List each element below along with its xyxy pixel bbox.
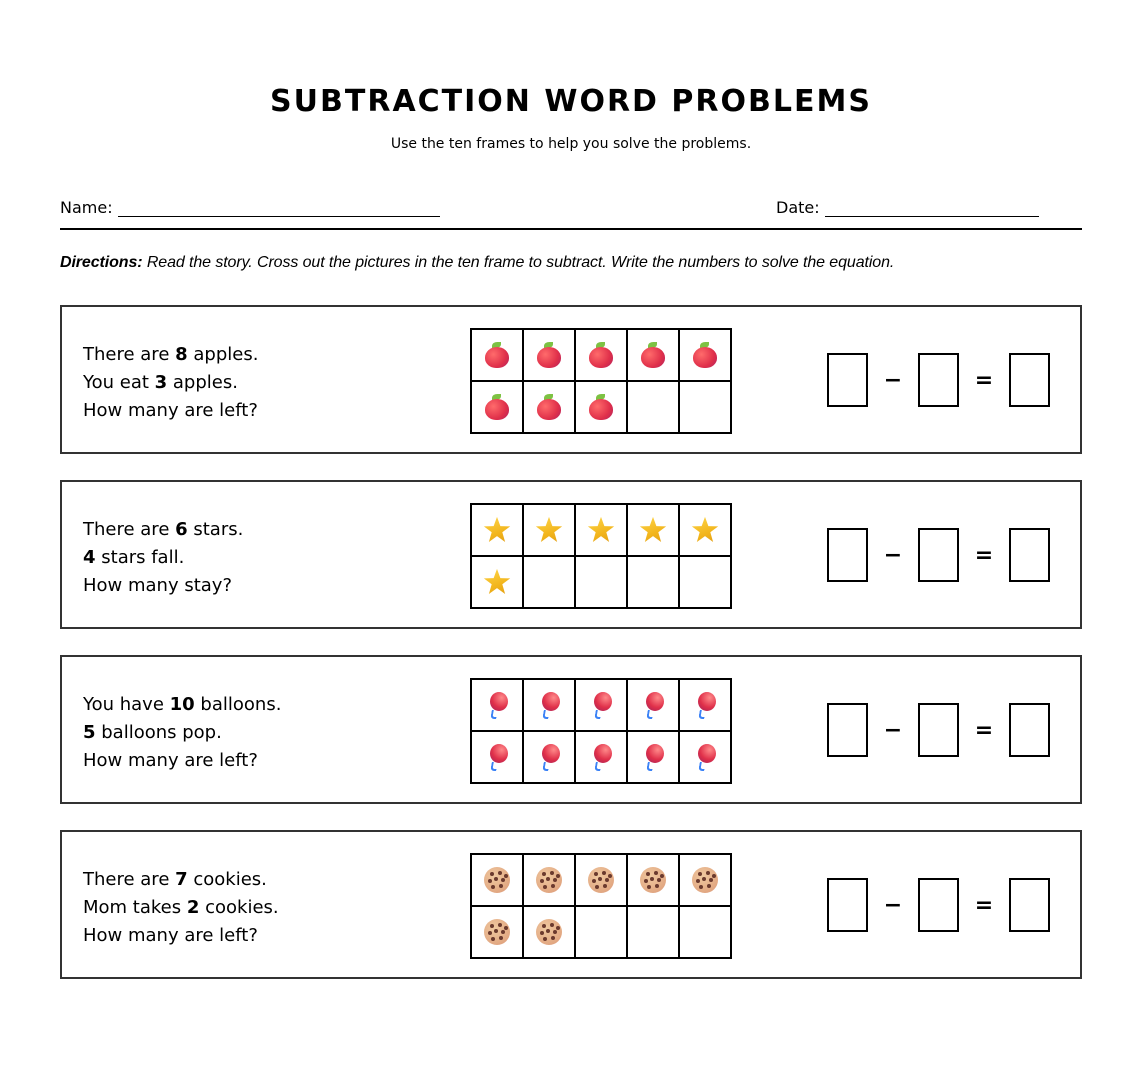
apple-icon[interactable] (586, 340, 616, 370)
star-icon[interactable] (690, 515, 720, 545)
ten-frame (470, 678, 732, 784)
cookie-icon[interactable] (690, 865, 720, 895)
star-icon[interactable] (482, 567, 512, 597)
balloon-icon[interactable] (482, 690, 512, 720)
equation (827, 353, 1050, 407)
minus-sign: − (883, 717, 903, 743)
ten-frame (470, 853, 732, 959)
ten-frame (470, 503, 732, 609)
ten-frame-cell[interactable] (472, 380, 524, 432)
story-line-3: How many are left? (83, 750, 258, 771)
ten-frame-cell[interactable] (524, 730, 576, 782)
story-line-2: 5 balloons pop. (83, 722, 222, 743)
equals-sign: = (974, 542, 994, 568)
story-text (83, 691, 281, 775)
ten-frame (470, 328, 732, 434)
story-line-1: There are 7 cookies. (83, 869, 267, 890)
ten-frame-cell[interactable] (680, 678, 732, 730)
ten-frame-cell[interactable] (524, 328, 576, 380)
answer-box-subtrahend[interactable] (918, 528, 959, 582)
ten-frame-cell[interactable] (524, 678, 576, 730)
ten-frame-cell[interactable] (472, 678, 524, 730)
balloon-icon[interactable] (690, 690, 720, 720)
balloon-icon[interactable] (690, 742, 720, 772)
star-icon[interactable] (586, 515, 616, 545)
ten-frame-cell[interactable] (576, 503, 628, 555)
story-text (83, 516, 243, 600)
ten-frame-cell[interactable] (472, 555, 524, 607)
balloon-icon[interactable] (482, 742, 512, 772)
answer-box-subtrahend[interactable] (918, 353, 959, 407)
minus-sign: − (883, 892, 903, 918)
ten-frame-cell[interactable] (576, 380, 628, 432)
ten-frame-cell[interactable] (628, 905, 680, 957)
apple-icon[interactable] (638, 340, 668, 370)
answer-box-difference[interactable] (1009, 878, 1050, 932)
story-line-2: 4 stars fall. (83, 547, 185, 568)
header-divider (60, 228, 1082, 230)
answer-box-minuend[interactable] (827, 353, 868, 407)
balloon-icon[interactable] (534, 690, 564, 720)
date-blank-line[interactable] (825, 203, 1039, 217)
story-line-3: How many are left? (83, 925, 258, 946)
balloon-icon[interactable] (638, 742, 668, 772)
ten-frame-cell[interactable] (680, 380, 732, 432)
ten-frame-cell[interactable] (680, 905, 732, 957)
story-line-1: You have 10 balloons. (83, 694, 282, 715)
apple-icon[interactable] (534, 392, 564, 422)
ten-frame-cell[interactable] (628, 730, 680, 782)
story-text (83, 341, 258, 425)
balloon-icon[interactable] (638, 690, 668, 720)
ten-frame-cell[interactable] (628, 503, 680, 555)
answer-box-minuend[interactable] (827, 528, 868, 582)
cookie-icon[interactable] (534, 865, 564, 895)
ten-frame-cell[interactable] (628, 853, 680, 905)
ten-frame-cell[interactable] (680, 555, 732, 607)
ten-frame-cell[interactable] (472, 905, 524, 957)
star-icon[interactable] (482, 515, 512, 545)
ten-frame-cell[interactable] (680, 853, 732, 905)
answer-box-difference[interactable] (1009, 703, 1050, 757)
star-icon[interactable] (638, 515, 668, 545)
name-field (60, 198, 440, 217)
cookie-icon[interactable] (482, 865, 512, 895)
name-blank-line[interactable] (118, 203, 440, 217)
apple-icon[interactable] (690, 340, 720, 370)
ten-frame-cell[interactable] (628, 678, 680, 730)
date-field (776, 198, 1039, 217)
apple-icon[interactable] (534, 340, 564, 370)
ten-frame-cell[interactable] (576, 730, 628, 782)
ten-frame-cell[interactable] (472, 730, 524, 782)
balloon-icon[interactable] (586, 690, 616, 720)
name-label: Name: (60, 198, 113, 217)
ten-frame-cell[interactable] (524, 853, 576, 905)
answer-box-minuend[interactable] (827, 878, 868, 932)
ten-frame-cell[interactable] (576, 328, 628, 380)
story-text (83, 866, 279, 950)
worksheet-subtitle: Use the ten frames to help you solve the problems. (390, 136, 752, 152)
story-line-2: Mom takes 2 cookies. (83, 897, 279, 918)
story-line-1: There are 8 apples. (83, 344, 259, 365)
ten-frame-cell[interactable] (628, 555, 680, 607)
cookie-icon[interactable] (586, 865, 616, 895)
minus-sign: − (883, 542, 903, 568)
ten-frame-cell[interactable] (628, 328, 680, 380)
ten-frame-cell[interactable] (524, 905, 576, 957)
ten-frame-cell[interactable] (576, 678, 628, 730)
problem-card-1 (60, 305, 1082, 454)
answer-box-difference[interactable] (1009, 528, 1050, 582)
equation (827, 703, 1050, 757)
answer-box-minuend[interactable] (827, 703, 868, 757)
minus-sign: − (883, 367, 903, 393)
story-line-3: How many are left? (83, 400, 258, 421)
balloon-icon[interactable] (586, 742, 616, 772)
answer-box-subtrahend[interactable] (918, 703, 959, 757)
directions (60, 254, 894, 272)
ten-frame-cell[interactable] (472, 328, 524, 380)
ten-frame-cell[interactable] (628, 380, 680, 432)
ten-frame-cell[interactable] (680, 503, 732, 555)
ten-frame-cell[interactable] (576, 555, 628, 607)
balloon-icon[interactable] (534, 742, 564, 772)
date-label: Date: (776, 198, 820, 217)
ten-frame-cell[interactable] (524, 503, 576, 555)
ten-frame-cell[interactable] (524, 555, 576, 607)
worksheet-title: SUBTRACTION WORD PROBLEMS (270, 84, 872, 119)
apple-icon[interactable] (482, 340, 512, 370)
ten-frame-cell[interactable] (680, 328, 732, 380)
problem-card-2 (60, 480, 1082, 629)
ten-frame-cell[interactable] (472, 503, 524, 555)
cookie-icon[interactable] (534, 917, 564, 947)
equals-sign: = (974, 717, 994, 743)
ten-frame-cell[interactable] (680, 730, 732, 782)
ten-frame-cell[interactable] (472, 853, 524, 905)
cookie-icon[interactable] (638, 865, 668, 895)
equals-sign: = (974, 892, 994, 918)
equation (827, 878, 1050, 932)
story-line-1: There are 6 stars. (83, 519, 244, 540)
story-line-2: You eat 3 apples. (83, 372, 238, 393)
ten-frame-cell[interactable] (576, 853, 628, 905)
star-icon[interactable] (534, 515, 564, 545)
directions-label: Directions: (60, 254, 143, 271)
ten-frame-cell[interactable] (524, 380, 576, 432)
cookie-icon[interactable] (482, 917, 512, 947)
apple-icon[interactable] (482, 392, 512, 422)
answer-box-subtrahend[interactable] (918, 878, 959, 932)
ten-frame-cell[interactable] (576, 905, 628, 957)
apple-icon[interactable] (586, 392, 616, 422)
equation (827, 528, 1050, 582)
directions-text: Read the story. Cross out the pictures in the ten frame to subtract. Write the numbers to solve the equation. (142, 254, 895, 271)
equals-sign: = (974, 367, 994, 393)
problem-card-3 (60, 655, 1082, 804)
problem-card-4 (60, 830, 1082, 979)
story-line-3: How many stay? (83, 575, 233, 596)
answer-box-difference[interactable] (1009, 353, 1050, 407)
